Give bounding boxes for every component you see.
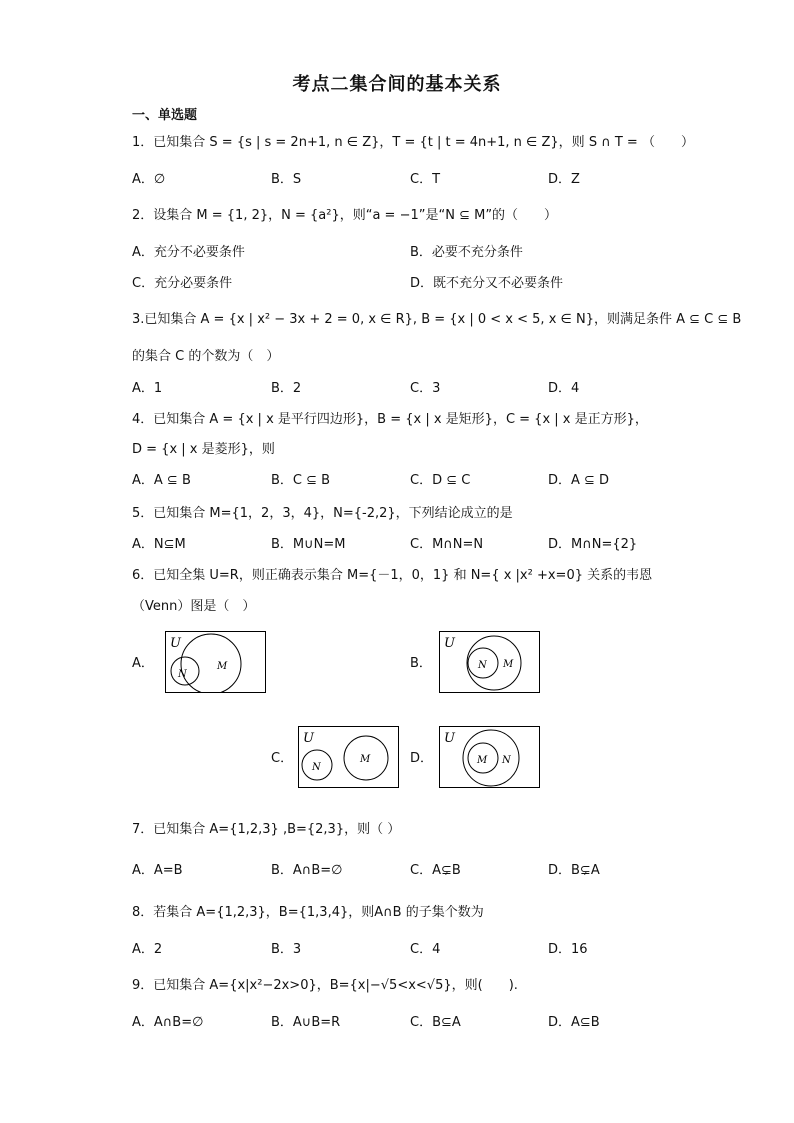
page-title: 考点二集合间的基本关系	[292, 74, 502, 95]
q8-option-c[interactable]: C．4	[410, 942, 441, 957]
q9-option-d[interactable]: D．A⊆B	[548, 1015, 600, 1030]
q3-option-a[interactable]: A．1	[132, 381, 163, 396]
venn-a-u-label: U	[170, 636, 181, 651]
venn-a-n-label: N	[178, 669, 187, 680]
venn-c-u-label: U	[303, 731, 314, 746]
venn-d-n-label: N	[502, 755, 511, 766]
q7-option-d[interactable]: D．B⊊A	[548, 863, 600, 878]
venn-b-u-label: U	[444, 636, 455, 651]
q2-option-d[interactable]: D．既不充分又不必要条件	[410, 276, 564, 291]
q8-option-b[interactable]: B．3	[271, 942, 302, 957]
q6-option-c[interactable]: C．	[271, 751, 294, 766]
q7-option-c[interactable]: C．A⊊B	[410, 863, 461, 878]
question-1-stem: 1．已知集合 S = {s | s = 2n+1, n ∈ Z}，T = {t | t = 4n+1, n ∈ Z}，则 S ∩ T = （ ）	[132, 135, 694, 150]
question-4-stem-line2: D = {x | x 是菱形}，则	[132, 442, 275, 457]
question-7-stem: 7．已知集合 A={1,2,3} ,B={2,3}，则（ ）	[132, 822, 401, 837]
question-4-stem-line1: 4．已知集合 A = {x | x 是平行四边形}，B = {x | x 是矩形}，C = {x | x 是正方形}，	[132, 412, 648, 427]
q8-option-d[interactable]: D．16	[548, 942, 588, 957]
question-5-stem: 5．已知集合 M={1，2，3，4}，N={-2,2}，下列结论成立的是	[132, 506, 513, 521]
q8-option-a[interactable]: A．2	[132, 942, 163, 957]
q5-option-b[interactable]: B．M∪N=M	[271, 537, 346, 552]
venn-c-m-label: M	[360, 754, 371, 765]
q4-option-d[interactable]: D．A ⊆ D	[548, 473, 610, 488]
q9-option-c[interactable]: C．B⊆A	[410, 1015, 461, 1030]
q6-option-d[interactable]: D．	[410, 751, 434, 766]
q7-option-a[interactable]: A．A=B	[132, 863, 183, 878]
venn-a-m-label: M	[217, 661, 228, 672]
q3-option-c[interactable]: C．3	[410, 381, 441, 396]
q5-option-d[interactable]: D．M∩N={2}	[548, 537, 638, 552]
q3-option-d[interactable]: D．4	[548, 381, 580, 396]
q6-option-a[interactable]: A．	[132, 656, 154, 671]
q6-option-b[interactable]: B．	[410, 656, 432, 671]
q1-option-d[interactable]: D．Z	[548, 172, 580, 187]
q4-option-b[interactable]: B．C ⊆ B	[271, 473, 331, 488]
q2-option-a[interactable]: A．充分不必要条件	[132, 245, 245, 260]
q1-option-c[interactable]: C．T	[410, 172, 441, 187]
venn-b-n-label: N	[478, 660, 487, 671]
venn-c-n-label: N	[312, 762, 321, 773]
section-heading: 一、单选题	[132, 108, 198, 123]
venn-diagram-b[interactable]	[439, 631, 540, 693]
venn-d-m-label: M	[477, 755, 488, 766]
question-3-stem-line1: 3.已知集合 A = {x | x² − 3x + 2 = 0, x ∈ R}, B = {x | 0 < x < 5, x ∈ N}，则满足条件 A ⊆ C ⊆ B	[132, 312, 742, 327]
q2-option-b[interactable]: B．必要不充分条件	[410, 245, 523, 260]
venn-diagram-d[interactable]	[439, 726, 540, 788]
q2-option-c[interactable]: C．充分必要条件	[132, 276, 233, 291]
question-6-stem-line1: 6．已知全集 U=R，则正确表示集合 M={－1，0，1} 和 N={ x |x² +x=0} 关系的韦恩	[132, 568, 653, 583]
q7-option-b[interactable]: B．A∩B=∅	[271, 863, 343, 878]
q1-option-b[interactable]: B．S	[271, 172, 302, 187]
venn-diagram-a[interactable]	[165, 631, 266, 693]
q4-option-c[interactable]: C．D ⊆ C	[410, 473, 471, 488]
q5-option-c[interactable]: C．M∩N=N	[410, 537, 484, 552]
venn-diagram-c[interactable]	[298, 726, 399, 788]
q4-option-a[interactable]: A．A ⊆ B	[132, 473, 191, 488]
question-2-stem: 2．设集合 M = {1, 2}，N = {a²}，则“a = −1”是“N ⊆ M”的（ ）	[132, 208, 558, 223]
q9-option-a[interactable]: A．A∩B=∅	[132, 1015, 204, 1030]
question-6-stem-line2: （Venn）图是（ ）	[132, 599, 256, 614]
q5-option-a[interactable]: A．N⊆M	[132, 537, 186, 552]
q9-option-b[interactable]: B．A∪B=R	[271, 1015, 341, 1030]
question-8-stem: 8．若集合 A={1,2,3}，B={1,3,4}，则A∩B 的子集个数为	[132, 905, 484, 920]
q1-option-a[interactable]: A．∅	[132, 172, 166, 187]
venn-d-u-label: U	[444, 731, 455, 746]
q3-option-b[interactable]: B．2	[271, 381, 302, 396]
venn-b-m-label: M	[503, 659, 514, 670]
question-3-stem-line2: 的集合 C 的个数为（ ）	[132, 349, 280, 364]
question-9-stem: 9．已知集合 A={x|x²−2x>0}，B={x|−√5<x<√5}，则( ).	[132, 978, 518, 993]
